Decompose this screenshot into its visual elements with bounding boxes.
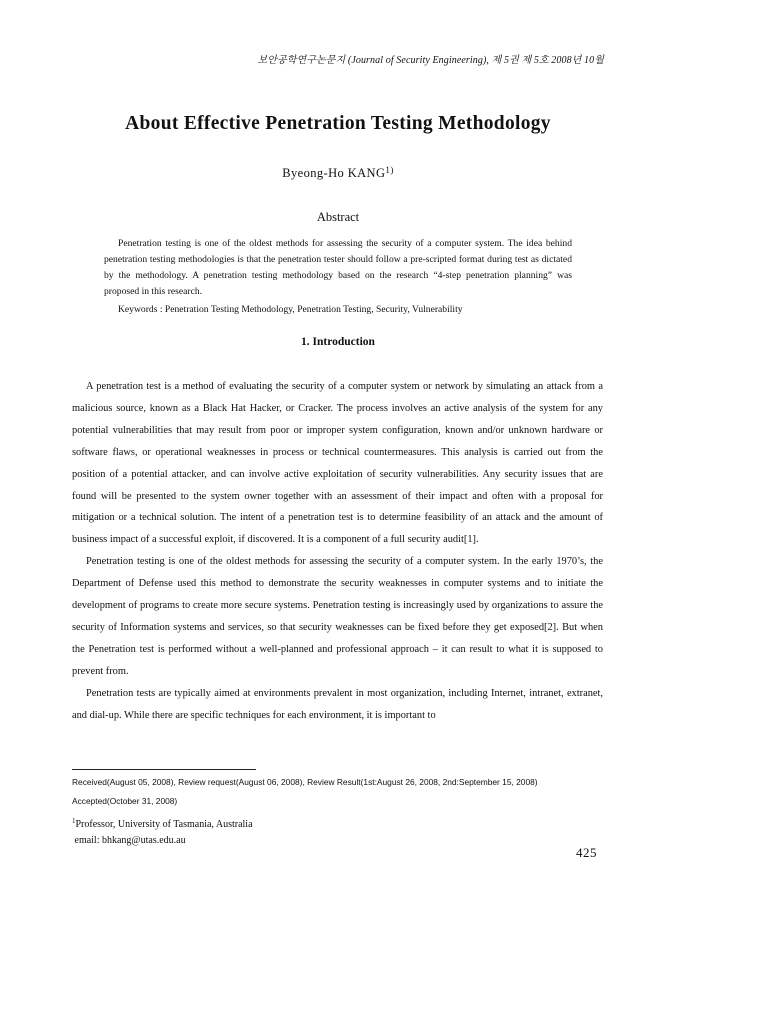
- footnote-accepted: Accepted(October 31, 2008): [72, 796, 178, 806]
- author-footnote-mark: 1): [385, 165, 394, 175]
- footnote-received: Received(August 05, 2008), Review request(August 06, 2008), Review Result(1st:August 26, 2008, 2nd:September 15, 2008): [72, 777, 538, 787]
- introduction-body: [72, 376, 603, 727]
- paper-title: About Effective Penetration Testing Methodology: [125, 113, 551, 134]
- footnote-divider: [72, 769, 256, 770]
- body-paragraph: Penetration tests are typically aimed at environments prevalent in most organization, including Internet, intranet, extranet, and dial-up. While there are specific techniques for each environment, it is important to: [72, 687, 603, 721]
- abstract-heading: Abstract: [316, 210, 360, 224]
- affiliation-mark: 1: [72, 817, 76, 825]
- affiliation-text: Professor, University of Tasmania, Australia: [75, 819, 253, 830]
- body-paragraph: Penetration testing is one of the oldest methods for assessing the security of a computer system. In the early 1970’s, the Department of Defense used this method to demonstrate the security weaknesses in computer systems and to initiate the development of programs to create more secure systems. Penetration testing is increasingly used by organizations to assure the security of Information systems and services, so that security weaknesses can be fixed before they get exposed[2]. But when the Penetration test is performed without a well-planned and professional approach – it can result to what it is supposed to prevent from.: [72, 556, 603, 677]
- page-number: 425: [576, 845, 597, 860]
- keywords: Keywords : Penetration Testing Methodology, Penetration Testing, Security, Vulnerability: [118, 304, 463, 315]
- author-name: Byeong-Ho KANG: [282, 166, 386, 180]
- running-head: 보안공학연구논문지 (Journal of Security Engineering), 제 5권 제 5호 2008년 10월: [257, 55, 604, 66]
- author-email: email: bhkang@utas.edu.au: [74, 835, 186, 846]
- section-heading-introduction: 1. Introduction: [301, 336, 375, 348]
- abstract-text: Penetration testing is one of the oldest methods for assessing the security of a computer system. The idea behind penetration testing methodologies is that the penetration tester should follow a pre-scripted format during test as dictated by the methodology. A penetration testing methodology based on the research “4-step penetration planning” was proposed in this research.: [104, 238, 572, 297]
- body-paragraph: A penetration test is a method of evaluating the security of a computer system or network by simulating an attack from a malicious source, known as a Black Hat Hacker, or Cracker. The process involves an active analysis of the system for any potential vulnerabilities that may result from poor or improper system configuration, known and/or unknown hardware or software flaws, or operational weaknesses in process or technical countermeasures. This analysis is carried out from the position of a potential attacker, and can involve active exploitation of security vulnerabilities. Any security issues that are found will be presented to the system owner together with an assessment of their impact and often with a proposal for mitigation or a technical solution. The intent of a penetration test is to determine feasibility of an attack and the amount of business impact of a successful exploit, if discovered. It is a component of a full security audit[1].: [72, 381, 603, 546]
- author-affiliation: [72, 813, 253, 849]
- author-line: [0, 165, 676, 181]
